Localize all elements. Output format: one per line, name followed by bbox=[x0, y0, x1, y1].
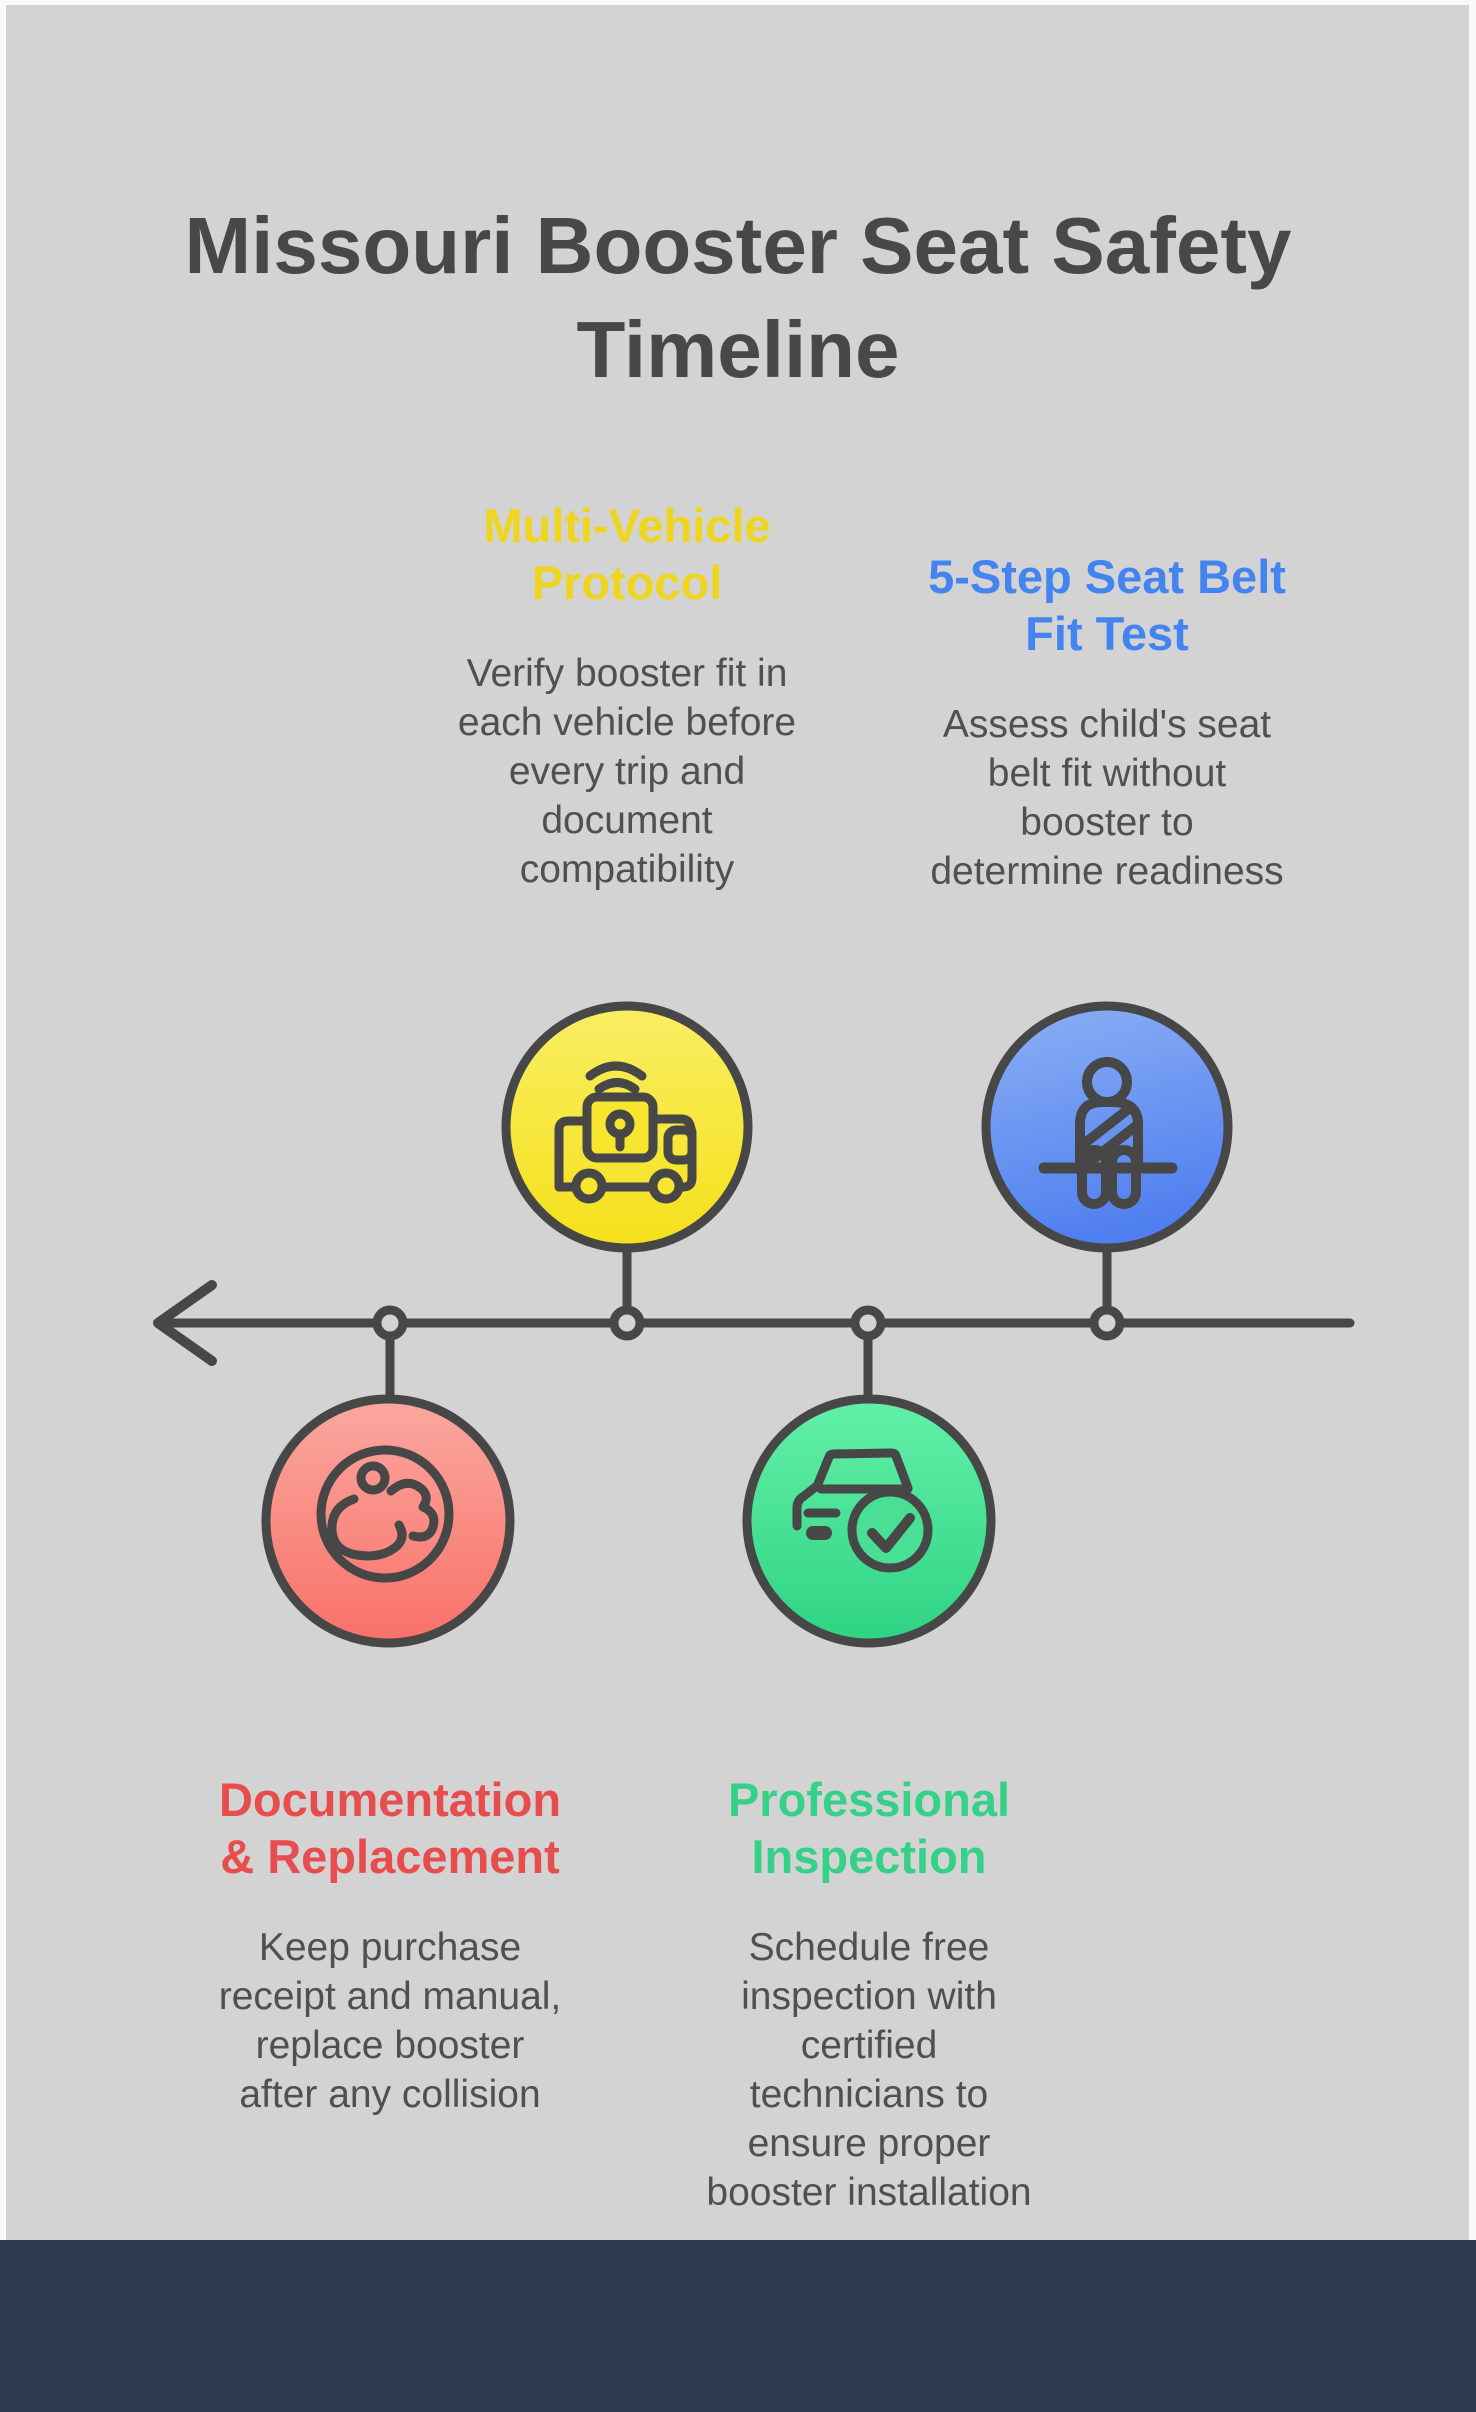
milestone-text-inspection bbox=[669, 1771, 1069, 2217]
milestone-text-fit-test bbox=[892, 548, 1322, 896]
milestone-body-multi-vehicle: Verify booster fit in each vehicle before every trip and document compatibility bbox=[457, 652, 797, 891]
milestone-text-documentation bbox=[170, 1771, 610, 2119]
milestone-heading-documentation: Documentation & Replacement bbox=[218, 1773, 562, 1883]
milestone-text-multi-vehicle bbox=[427, 497, 827, 894]
page-title: Missouri Booster Seat Safety Timeline bbox=[184, 201, 1292, 394]
milestone-body-fit-test: Assess child's seat belt fit without booster to determine readiness bbox=[930, 703, 1284, 893]
milestone-body-documentation: Keep purchase receipt and manual, replace booster after any collision bbox=[218, 1926, 562, 2116]
milestone-heading-inspection: Professional Inspection bbox=[727, 1773, 1011, 1883]
milestone-body-inspection: Schedule free inspection with certified technicians to ensure proper booster installation bbox=[706, 1926, 1032, 2214]
footer-bar bbox=[0, 2240, 1476, 2412]
milestone-heading-multi-vehicle: Multi-Vehicle Protocol bbox=[483, 499, 771, 609]
milestone-heading-fit-test: 5-Step Seat Belt Fit Test bbox=[928, 550, 1286, 660]
